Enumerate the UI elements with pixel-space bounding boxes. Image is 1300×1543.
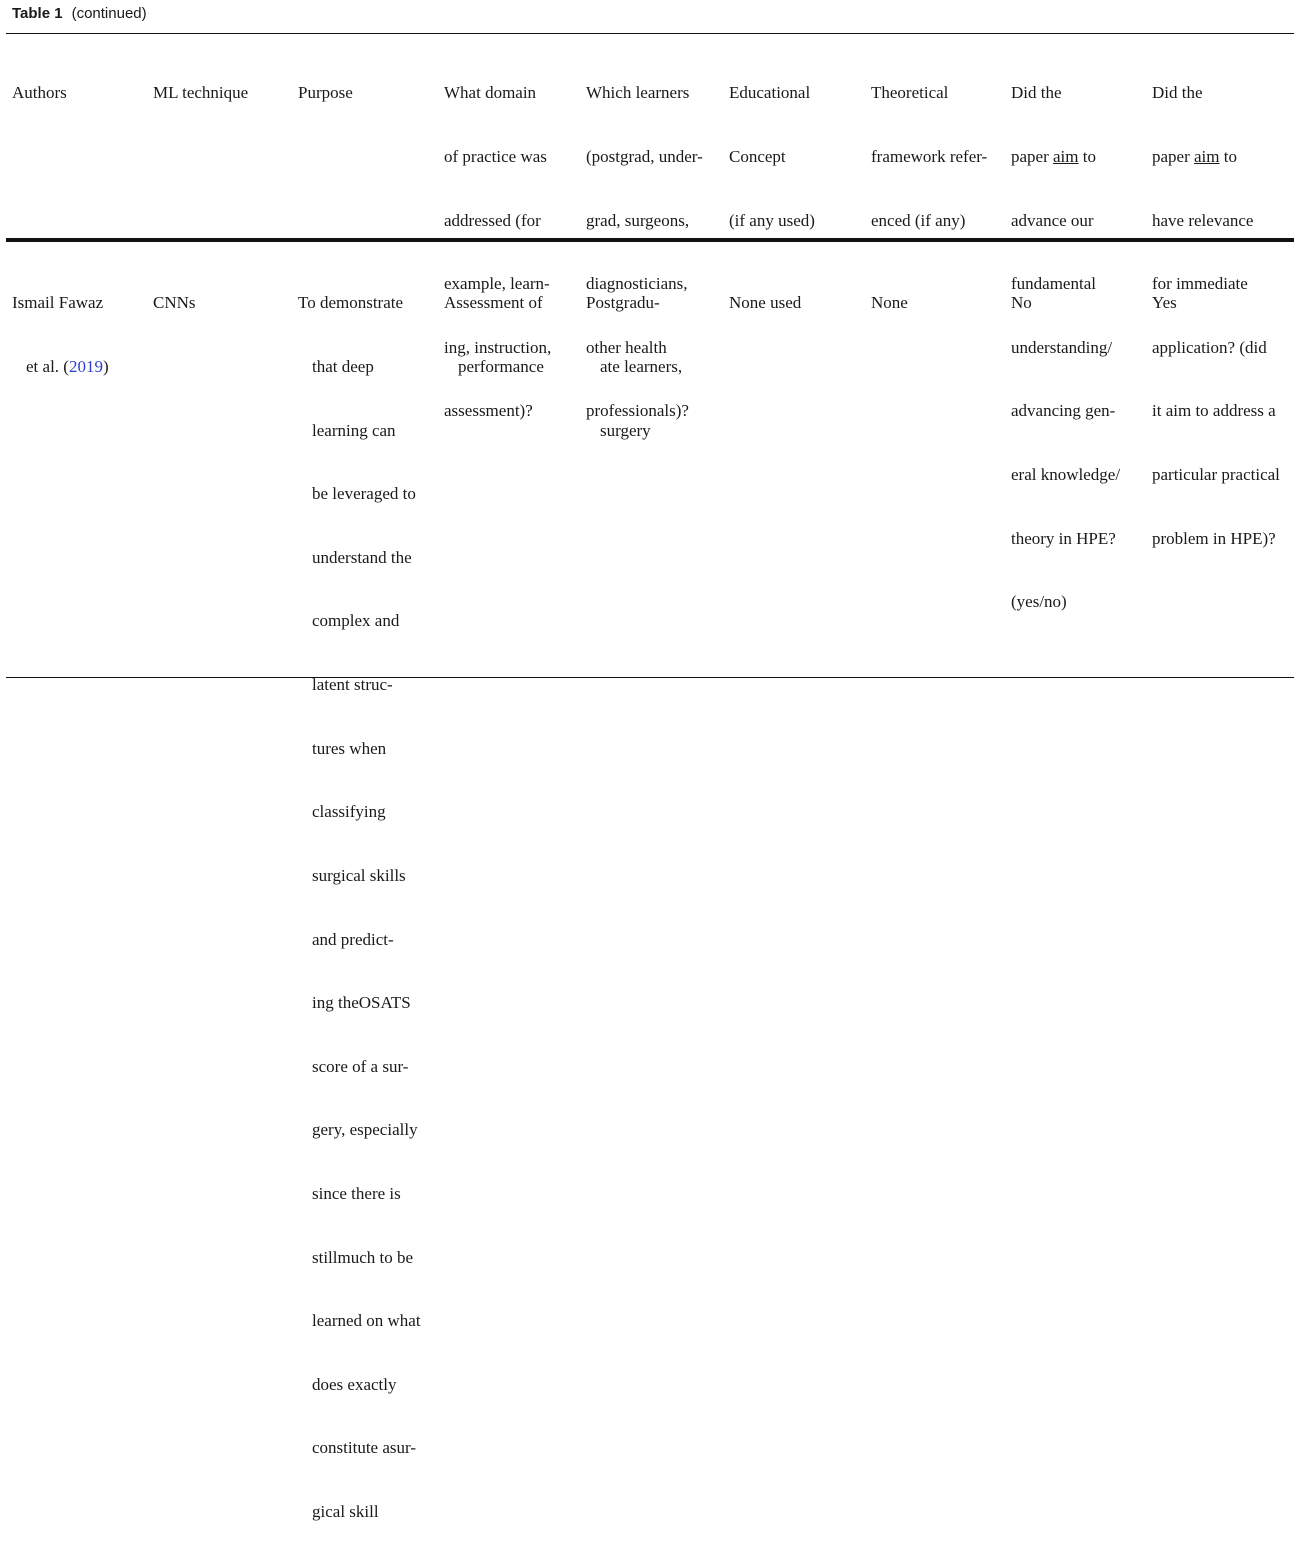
table-bottom-rule (6, 677, 1294, 678)
table-caption (12, 5, 147, 23)
header-domain: What domain of practice was addressed (for example, learn- ing, instruction, assessment)? (444, 83, 552, 421)
cell-practical-relevance: Yes (1152, 293, 1177, 313)
header-learners: Which learners (postgrad, under- grad, surgeons, diagnosticians, other health professionals)? (586, 83, 703, 421)
header-practical-relevance: Did the paper aim to have relevance for immediate application? (did it aim to address a particular practical problem in HPE)? (1152, 83, 1280, 548)
header-purpose: Purpose (298, 83, 353, 103)
cell-learners: Postgradu- ate learners, surgery (586, 293, 683, 440)
table-caption-label: Table 1 (12, 5, 63, 22)
cell-purpose: To demonstrate that deep learning can be leveraged to understand the complex and latent struc- tures when classifying surgical skills and predict- ing theOSATS score of a sur- gery, especially since there is stillmuch to be learned on what does exactly constitute asur- gical skill (298, 293, 421, 1521)
citation-year-link[interactable]: 2019 (68, 357, 103, 377)
cell-theoretical-framework: None (871, 293, 908, 313)
cell-educational-concept: None used (729, 293, 802, 313)
table-caption-note: (continued) (71, 5, 147, 22)
header-authors: Authors (12, 83, 67, 103)
header-fundamental-understanding: Did the paper aim to advance our fundamental understanding/ advancing gen- eral knowledge/ theory in HPE? (yes/no) (1011, 83, 1121, 612)
cell-ml-technique: CNNs (153, 293, 196, 313)
table-top-rule (6, 33, 1294, 34)
cell-authors: Ismail Fawaz et al. (2019) (12, 293, 109, 377)
header-theoretical-framework: Theoretical framework refer- enced (if any) (871, 83, 988, 230)
header-educational-concept: Educational Concept (if any used) (729, 83, 815, 230)
cell-fundamental-understanding: No (1011, 293, 1032, 313)
cell-domain: Assessment of performance (444, 293, 544, 377)
header-ml-technique: ML technique (153, 83, 249, 103)
